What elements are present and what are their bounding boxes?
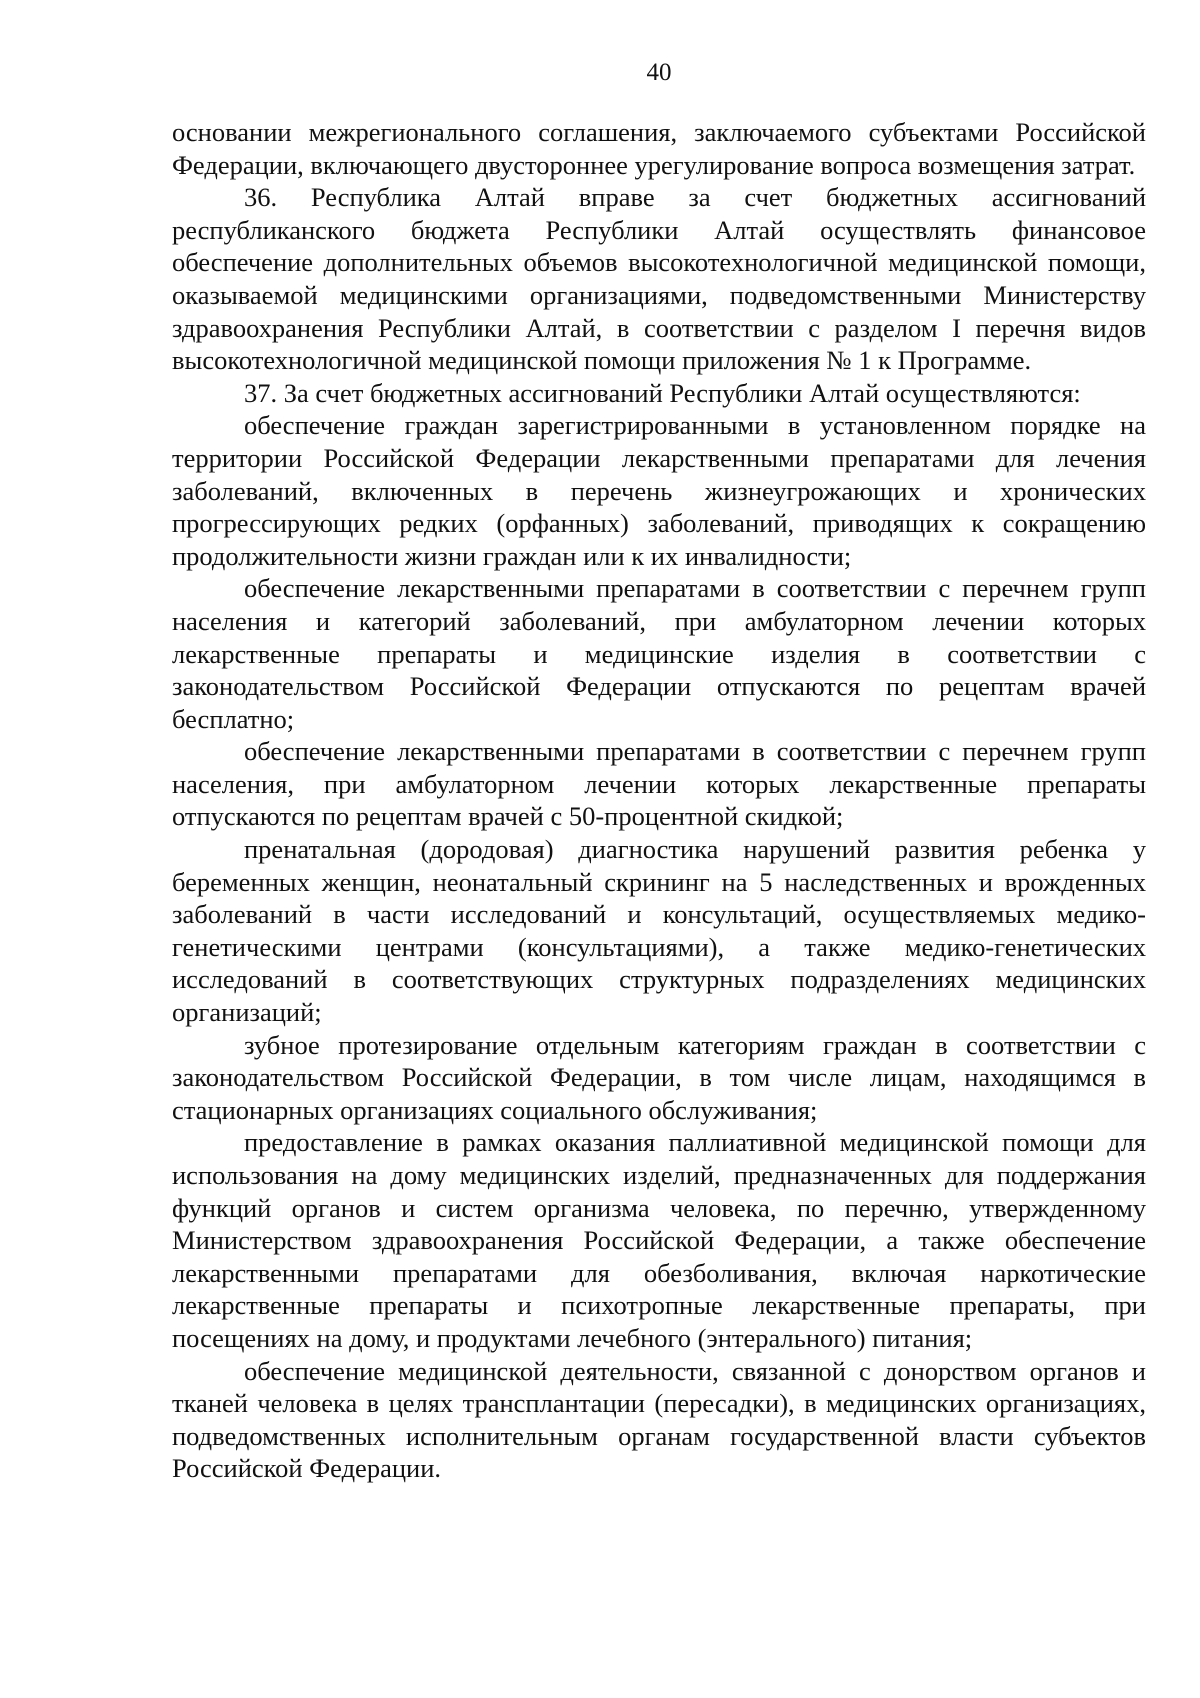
document-body xyxy=(172,116,1146,1485)
paragraph-prenatal-diagnostics: пренатальная (дородовая) диагностика нарушений развития ребенка у беременных женщин, неонатальный скрининг на 5 наследственных и врожденных заболеваний в части исследований и консультаций, осуществляемых медико-генетическими центрами (консультациями), а также медико-генетических исследований в соответствующих структурных подразделениях медицинских организаций; xyxy=(172,834,1146,1028)
paragraph-palliative-care: предоставление в рамках оказания паллиативной медицинской помощи для использования на дому медицинских изделий, предназначенных для поддержания функций органов и систем организма человека, по перечню, утвержденному Министерством здравоохранения Российской Федерации, а также обеспечение лекарственными препаратами для обезболивания, включая наркотические лекарственные препараты и психотропные лекарственные препараты, при посещениях на дому, и продуктами лечебного (энтерального) питания; xyxy=(172,1127,1146,1353)
paragraph-discount-prescriptions: обеспечение лекарственными препаратами в соответствии с перечнем групп населения, при амбулаторном лечении которых лекарственные препараты отпускаются по рецептам врачей с 50-процентной скидкой; xyxy=(172,736,1146,832)
paragraph-free-prescriptions: обеспечение лекарственными препаратами в соответствии с перечнем групп населения и категорий заболеваний, при амбулаторном лечении которых лекарственные препараты и медицинские изделия в соответствии с законодательством Российской Федерации отпускаются по рецептам врачей бесплатно; xyxy=(172,573,1146,734)
paragraph-item-36: 36. Республика Алтай вправе за счет бюджетных ассигнований республиканского бюджета Республики Алтай осуществлять финансовое обеспечение дополнительных объемов высокотехнологичной медицинской помощи, оказываемой медицинскими организациями, подведомственными Министерству здравоохранения Республики Алтай, в соответствии с разделом I перечня видов высокотехнологичной медицинской помощи приложения № 1 к Программе. xyxy=(172,182,1146,376)
page-number: 40 xyxy=(646,59,672,86)
paragraph-dental-prosthetics: зубное протезирование отдельным категориям граждан в соответствии с законодательством Российской Федерации, в том числе лицам, находящимся в стационарных организациях социального обслуживания; xyxy=(172,1029,1146,1125)
paragraph-organ-donation: обеспечение медицинской деятельности, связанной с донорством органов и тканей человека в целях трансплантации (пересадки), в медицинских организациях, подведомственных исполнительным органам государственной власти субъектов Российской Федерации. xyxy=(172,1355,1146,1484)
paragraph-item-37: 37. За счет бюджетных ассигнований Республики Алтай осуществляются: xyxy=(244,377,1081,408)
paragraph-continuation: основании межрегионального соглашения, заключаемого субъектами Российской Федерации, включающего двустороннее урегулирование вопроса возмещения затрат. xyxy=(172,117,1146,180)
paragraph-orphan-drugs: обеспечение граждан зарегистрированными в установленном порядке на территории Российской Федерации лекарственными препаратами для лечения заболеваний, включенных в перечень жизнеугрожающих и хронических прогрессирующих редких (орфанных) заболеваний, приводящих к сокращению продолжительности жизни граждан или к их инвалидности; xyxy=(172,410,1146,571)
